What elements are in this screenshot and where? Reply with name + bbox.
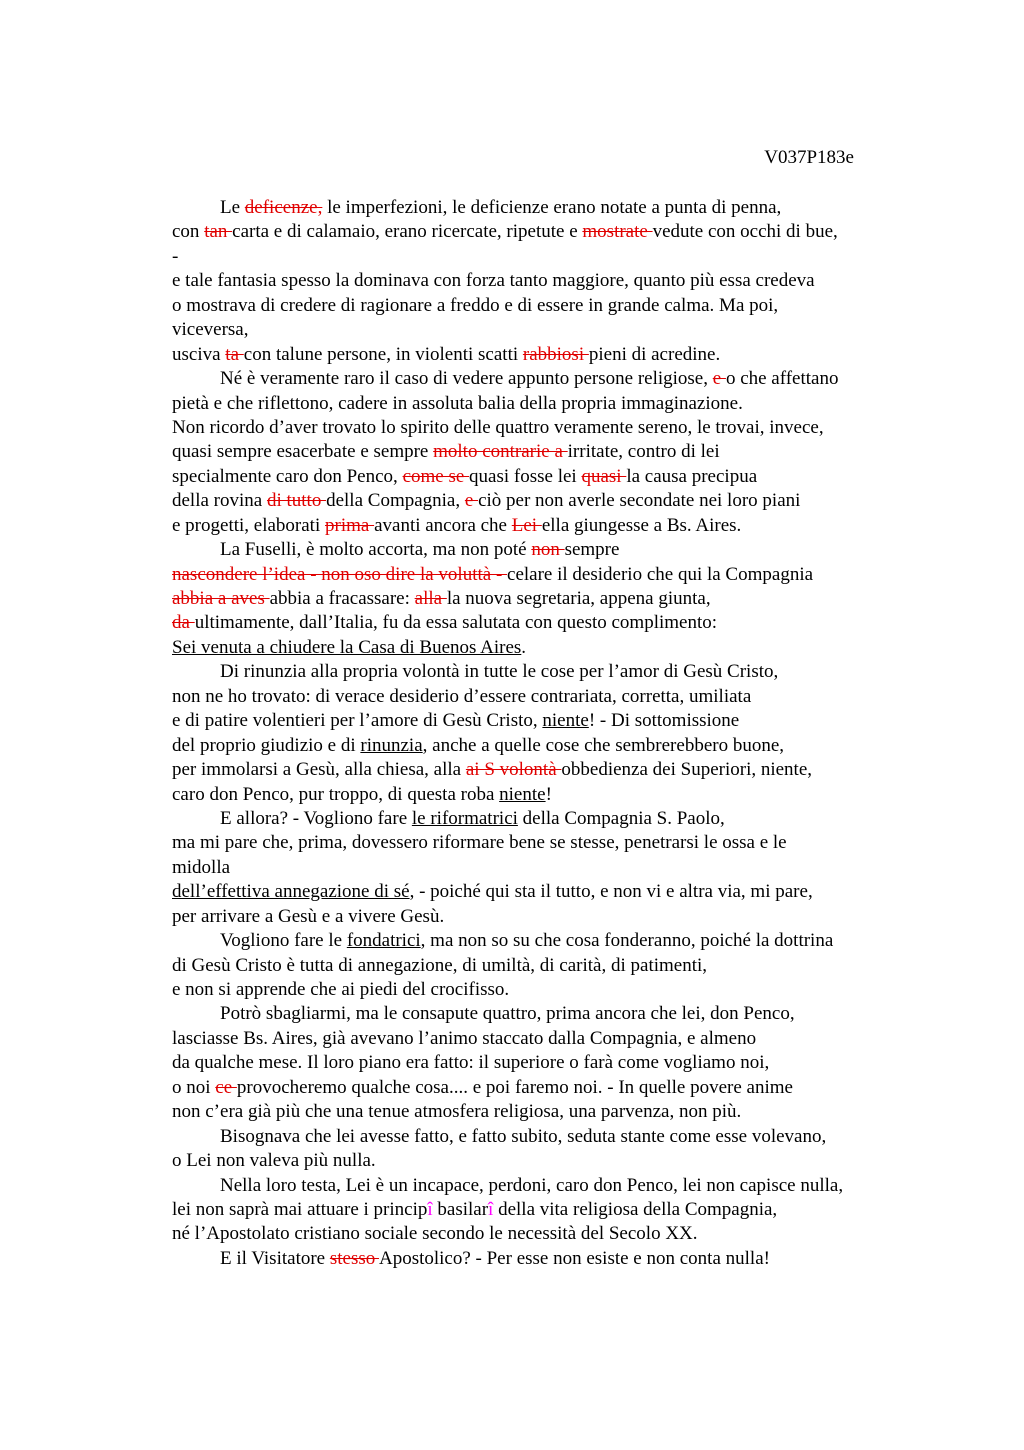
text-run: caro don Penco, pur troppo, di questa roba <box>172 783 500 805</box>
text-run: di Gesù Cristo è tutta di annegazione, di umiltà, di carità, di patimenti, <box>172 954 708 976</box>
text-run: né l’Apostolato cristiano sociale secondo le necessità del Secolo XX. <box>172 1223 698 1245</box>
text-run: ciò per non averle secondate nei loro piani <box>478 490 801 512</box>
deleted-text: ta <box>225 343 244 365</box>
deleted-text: molto contrarie a <box>433 441 568 463</box>
text-line <box>172 954 902 978</box>
deleted-text: alla <box>414 588 447 609</box>
deleted-text: tan <box>204 221 233 243</box>
text-run: midolla <box>172 856 231 878</box>
text-line <box>172 1149 902 1173</box>
text-run: provocheremo qualche cosa.... e poi faremo noi. - In quelle povere anime <box>236 1076 793 1098</box>
underlined-text: dell’effettiva annegazione di sé <box>172 881 410 903</box>
text-run: ! - Di sottomissione <box>588 710 740 732</box>
deleted-text: e <box>712 368 726 390</box>
text-line <box>172 783 902 807</box>
text-run: la causa precipua <box>626 465 758 487</box>
text-run: la nuova segretaria, appena giunta, <box>446 588 711 609</box>
text-run: lei non saprà mai attuare i princip <box>172 1198 428 1220</box>
text-run: o noi <box>172 1076 216 1098</box>
text-run: - <box>172 245 179 267</box>
deleted-text: e <box>464 490 479 512</box>
text-run: della rovina <box>172 490 267 512</box>
underlined-text: niente <box>499 783 546 805</box>
marked-char: î <box>427 1198 433 1220</box>
text-run: obbedienza dei Superiori, niente, <box>561 759 813 781</box>
text-line <box>172 1174 902 1198</box>
text-line <box>172 416 902 440</box>
text-run: specialmente caro don Penco, <box>172 465 403 487</box>
text-run: usciva <box>172 343 226 365</box>
text-line <box>172 1002 902 1026</box>
text-run: Potrò sbagliarmi, ma le consapute quattro, prima ancora che lei, don Penco, <box>220 1003 795 1025</box>
text-run: celare il desiderio che qui la Compagnia <box>507 563 814 585</box>
deleted-text: stesso <box>329 1247 379 1269</box>
text-run: non c’era già più che una tenue atmosfera religiosa, una parvenza, non più. <box>172 1101 742 1123</box>
text-run: o Lei non valeva più nulla. <box>172 1150 376 1172</box>
deleted-text: deficenze, <box>244 197 323 218</box>
text-run: Non ricordo d’aver trovato lo spirito delle quattro veramente sereno, le trovai, invece, <box>172 416 824 438</box>
text-run: per immolarsi a Gesù, alla chiesa, alla <box>172 759 466 781</box>
text-line <box>172 245 902 269</box>
text-run: lasciasse Bs. Aires, già avevano l’animo staccato dalla Compagnia, e almeno <box>172 1027 757 1049</box>
text-run: E il Visitatore <box>220 1247 330 1269</box>
text-line <box>172 905 902 929</box>
text-run: con <box>172 221 205 243</box>
text-run: e tale fantasia spesso la dominava con forza tanto maggiore, quanto più essa credeva <box>172 270 815 292</box>
text-line <box>172 220 902 244</box>
text-line <box>172 1100 902 1124</box>
text-line <box>172 1222 902 1246</box>
text-run: Di rinunzia alla propria volontà in tutte le cose per l’amor di Gesù Cristo, <box>220 661 779 683</box>
deleted-text: Lei <box>511 514 542 536</box>
deleted-text: nascondere l’idea - non oso dire la voluttà - <box>172 563 508 585</box>
text-run: non ne ho trovato: di verace desiderio d’essere contrariata, corretta, umiliata <box>172 685 752 707</box>
deleted-text: quasi <box>581 465 627 487</box>
text-line <box>172 1076 902 1100</box>
text-line <box>172 1027 902 1051</box>
text-run: La Fuselli, è molto accorta, ma non poté <box>220 539 532 561</box>
text-line <box>172 440 902 464</box>
deleted-text: ai S volontà <box>465 759 562 781</box>
text-run: quasi sempre esacerbate e sempre <box>172 441 434 463</box>
text-run: ella giungesse a Bs. Aires. <box>541 514 742 536</box>
text-run: ! <box>545 783 552 805</box>
text-run: Nella loro testa, Lei è un incapace, perdoni, caro don Penco, lei non capisce nulla, <box>220 1174 844 1196</box>
text-line <box>172 563 902 587</box>
text-line <box>172 1051 902 1075</box>
text-run: della vita religiosa della Compagnia, <box>493 1198 778 1220</box>
deleted-text: ce <box>215 1076 237 1098</box>
text-run: del proprio giudizio e di <box>172 734 361 756</box>
text-run: irritate, contro di lei <box>567 441 720 463</box>
text-run: con talune persone, in violenti scatti <box>243 343 523 365</box>
text-line <box>172 1125 902 1149</box>
deleted-text: abbia a aves <box>172 588 270 609</box>
text-line <box>172 318 902 342</box>
text-line <box>172 514 902 538</box>
text-line <box>172 758 902 782</box>
text-run: ultimamente, dall’Italia, fu da essa salutata con questo complimento: <box>194 612 718 634</box>
text-run: della Compagnia, <box>326 490 465 512</box>
deleted-text: di tutto <box>266 490 327 512</box>
text-line <box>172 978 902 1002</box>
text-run: quasi fosse lei <box>469 465 582 487</box>
text-line <box>172 660 902 684</box>
deleted-text: prima <box>325 514 375 536</box>
text-run: Le <box>220 197 245 218</box>
text-run: Bisognava che lei avesse fatto, e fatto subito, seduta stante come esse volevano, <box>220 1125 827 1147</box>
underlined-text: le riformatrici <box>411 807 518 829</box>
underlined-text: rinunzia <box>360 734 423 756</box>
text-run: , ma non so su che cosa fonderanno, poiché la dottrina <box>420 930 834 952</box>
text-run: ma mi pare che, prima, dovessero riformare bene se stesse, penetrarsi le ossa e le <box>172 832 787 854</box>
text-run: della Compagnia S. Paolo, <box>517 807 725 829</box>
text-line <box>172 734 902 758</box>
text-line <box>172 1247 902 1271</box>
text-run: o mostrava di credere di ragionare a freddo e di essere in grande calma. Ma poi, <box>172 294 779 316</box>
text-run: carta e di calamaio, erano ricercate, ripetute e <box>232 221 583 243</box>
underlined-text: Sei venuta a chiudere la Casa di Buenos Aires <box>172 636 522 658</box>
text-line <box>172 489 902 513</box>
text-run: , anche a quelle cose che sembrerebbero buone, <box>422 734 785 756</box>
text-run: Vogliono fare le <box>220 930 347 952</box>
text-line <box>172 465 902 489</box>
text-run: E allora? - Vogliono fare <box>220 807 412 829</box>
text-line <box>172 856 902 880</box>
underlined-text: fondatrici <box>346 930 421 952</box>
text-run: e di patire volentieri per l’amore di Gesù Cristo, <box>172 710 543 732</box>
deleted-text: rabbiosi <box>522 343 589 365</box>
text-run: vedute con occhi di bue, <box>652 221 838 243</box>
text-run: avanti ancora che <box>374 514 512 536</box>
text-line <box>172 709 902 733</box>
text-line <box>172 685 902 709</box>
text-run: e non si apprende che ai piedi del crocifisso. <box>172 979 510 1000</box>
text-line <box>172 880 902 904</box>
deleted-text: come se <box>402 465 470 487</box>
text-line <box>172 367 902 391</box>
text-run: pieni di acredine. <box>588 343 721 365</box>
underlined-text: niente <box>542 710 589 732</box>
text-run: Né è veramente raro il caso di vedere appunto persone religiose, <box>220 368 713 390</box>
document-id: V037P183e <box>764 147 854 168</box>
text-run: abbia a fracassare: <box>269 588 415 609</box>
text-line <box>172 269 902 293</box>
text-run: o che affettano <box>725 368 839 390</box>
letter-body <box>172 196 902 1271</box>
text-line <box>172 587 902 611</box>
marked-char: î <box>488 1198 494 1220</box>
text-line <box>172 611 902 635</box>
text-line <box>172 196 902 220</box>
text-run: basilar <box>432 1198 489 1220</box>
text-run: . <box>521 636 527 658</box>
text-run: da qualche mese. Il loro piano era fatto: il superiore o farà come vogliamo noi, <box>172 1052 770 1074</box>
text-line <box>172 831 902 855</box>
text-line <box>172 636 902 660</box>
text-run: viceversa, <box>172 319 249 341</box>
text-line <box>172 538 902 562</box>
text-run: , - poiché qui sta il tutto, e non vi e altra via, mi pare, <box>409 881 813 903</box>
deleted-text: non <box>531 539 565 561</box>
text-line <box>172 294 902 318</box>
text-line <box>172 392 902 416</box>
text-run: pietà e che riflettono, cadere in assoluta balia della propria immaginazione. <box>172 392 743 414</box>
text-run: per arrivare a Gesù e a vivere Gesù. <box>172 905 445 927</box>
text-run: sempre <box>564 539 620 561</box>
deleted-text: mostrate <box>582 221 653 243</box>
text-run: le imperfezioni, le deficienze erano notate a punta di penna, <box>322 197 782 218</box>
text-line <box>172 929 902 953</box>
text-line <box>172 1198 902 1222</box>
deleted-text: da <box>172 612 195 634</box>
text-line <box>172 343 902 367</box>
text-line <box>172 807 902 831</box>
text-run: e progetti, elaborati <box>172 514 325 536</box>
text-run: Apostolico? - Per esse non esiste e non conta nulla! <box>378 1247 770 1269</box>
